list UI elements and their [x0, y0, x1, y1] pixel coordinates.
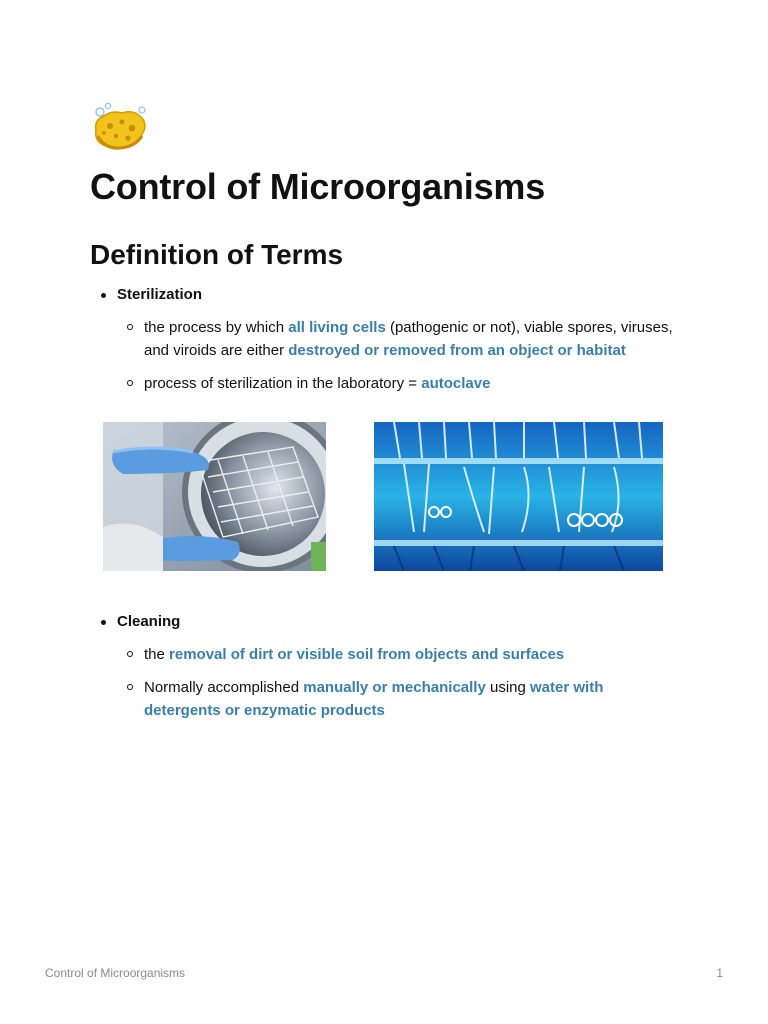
page-number: 1: [716, 966, 723, 980]
sponge-icon: [90, 100, 148, 154]
autoclave-photo: [103, 422, 326, 571]
highlight-text: removal of dirt or visible soil from objects and surfaces: [169, 646, 565, 663]
bullet-list-sterilization: [96, 284, 686, 395]
list-item: the removal of dirt or visible soil from objects and surfaces: [96, 643, 686, 666]
term-cleaning: Cleaning: [96, 611, 686, 633]
page-title: Control of Microorganisms: [90, 166, 546, 207]
list-item: Normally accomplished manually or mechanically using water with detergents or enzymatic products: [96, 676, 614, 722]
autoclave-image: [103, 422, 326, 571]
footer-title: Control of Microorganisms: [45, 966, 186, 980]
section-heading: Definition of Terms: [90, 239, 344, 270]
surgical-instruments-photo: [374, 422, 663, 571]
list-item: the process by which all living cells (pathogenic or not), viable spores, viruses, and viroids are either destroyed or removed from an object or habitat: [96, 316, 686, 362]
instruments-image: [374, 422, 663, 571]
list-item: process of sterilization in the laboratory = autoclave: [96, 372, 686, 395]
highlight-text: destroyed or removed from an object or habitat: [288, 342, 626, 359]
highlight-text: water with detergents or enzymatic products: [144, 679, 604, 719]
bullet-list-cleaning: [96, 611, 686, 722]
highlight-text: autoclave: [421, 375, 491, 392]
highlight-text: all living cells: [288, 319, 386, 336]
highlight-text: manually or mechanically: [303, 679, 486, 696]
term-sterilization: Sterilization: [96, 284, 686, 306]
